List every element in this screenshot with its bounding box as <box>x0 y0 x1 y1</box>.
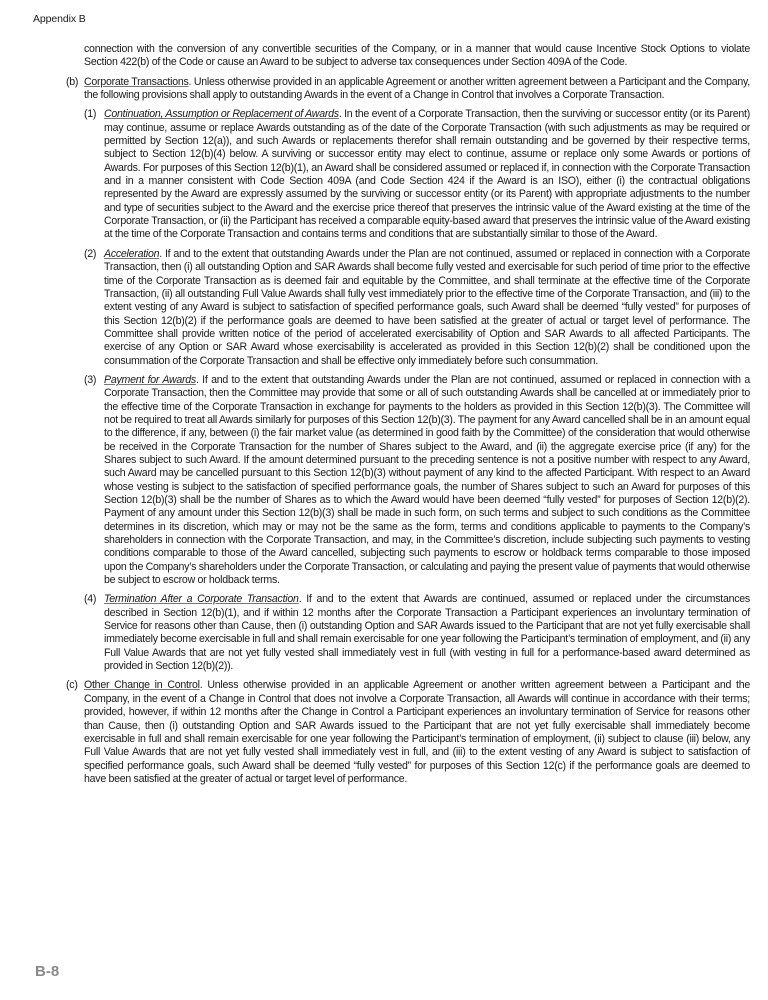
subsection-text: . If and to the extent that outstanding Awards under the Plan are not continued, assumed or replaced in connection with a Corporate Transaction, then (i) all outstanding Option and SAR Awards shall become fully vested and exercisable for such period of time prior to the effective time of the Corporate Transaction as is deemed fair and equitable by the Committee, and shall terminate at the effective time of the Corporate Transaction, (ii) all outstanding Full Value Awards shall fully vest immediately prior to the effective time of the Corporate Transaction, and (iii) to the extent vesting of any Award is subject to satisfaction of specified performance goals, such Award shall be deemed “fully vested” for purposes of this Section 12(b)(2) if the performance goals are deemed to have been satisfied at the greater of actual or target level of performance. The Committee shall provide written notice of the period of accelerated exercisability of Option and SAR Awards to all affected Participants. The exercise of any Option or SAR Award whose exercisability is accelerated as provided in this Section 12(b)(2) shall be conditioned upon the consummation of the Corporate Transaction and shall be effective only immediately before such consummation. <box>104 247 750 367</box>
subsection-1 <box>84 108 750 241</box>
section-label: (b) <box>66 75 79 88</box>
document-body <box>66 43 750 792</box>
section-heading-corporate-transactions: Corporate Transactions <box>84 75 189 88</box>
subsection-heading: Continuation, Assumption or Replacement of Awards <box>104 108 339 121</box>
subsection-heading: Payment for Awards <box>104 373 196 386</box>
section-text: . Unless otherwise provided in an applicable Agreement or another written agreement between a Participant and the Company, in the event of a Change in Control that does not involve a Corporate Transaction, all Awards will continue in accordance with their terms; provided, however, if within 12 months after the Change in Control a Participant experiences an involuntary termination of Service for reasons other than Cause, then (i) outstanding Option and SAR Awards issued to the Participant that are not yet fully exercisable shall immediately become exercisable in full and shall remain exercisable for one year following the Participant’s termination of employment, (ii) subject to clause (iii) below, any Full Value Awards that are not yet fully vested shall immediately vest in full, and (iii) to the extent vesting of any Award is subject to satisfaction of specified performance goals, such Award shall be deemed “fully vested” for purposes of this Section 12(c) if the performance goals are deemed to have been satisfied at the greater of actual or target level of performance. <box>84 679 750 785</box>
subsection-label: (3) <box>84 373 97 386</box>
subsection-label: (4) <box>84 593 97 606</box>
subsection-heading: Termination After a Corporate Transaction <box>104 593 299 606</box>
page-number: B-8 <box>35 963 60 980</box>
subsection-text: . If and to the extent that outstanding Awards under the Plan are not continued, assumed or replaced in connection with a Corporate Transaction, then the Committee may provide that some or all of such outstanding Awards shall be cancelled at or immediately prior to the effective time of the Corporate Transaction in exchange for payments to the holders as provided in this Section 12(b)(3). The Committee will not be required to treat all Awards similarly for purposes of this Section 12(b)(3). The payment for any Award cancelled shall be in an amount equal to the difference, if any, between (i) the fair market value (as determined in good faith by the Committee) of the consideration that would otherwise be received in the Corporate Transaction for the number of Shares subject to the Award, and (ii) the aggregate exercise price (if any) for the Shares subject to such Award. If the amount determined pursuant to the preceding sentence is not a positive number with respect to any Award, such Award may be cancelled pursuant to this Section 12(b)(3) without payment of any kind to the affected Participant. With respect to an Award whose vesting is subject to the satisfaction of specified performance goals, the number of Shares subject to such an Award for purposes of this Section 12(b)(3) shall be the number of Shares as to which the Award would have been deemed “fully vested” for purposes of Section 12(b)(2). Payment of any amount under this Section 12(b)(3) shall be made in such form, on such terms and subject to such conditions as the Committee determines in its discretion, which may or may not be the same as the form, terms and conditions applicable to payments to the Company’s shareholders in connection with the Corporate Transaction, and may, in the Committee’s discretion, include subjecting such payments to vesting conditions comparable to those of the Award cancelled, subjecting such payments to escrow or holdback terms comparable to those imposed upon the Company’s shareholders under the Corporate Transaction, or calculating and paying the present value of payments that would otherwise be subject to escrow or holdback terms. <box>104 373 750 587</box>
page-header: Appendix B <box>33 13 86 25</box>
section-b <box>66 76 750 674</box>
subsection-heading: Acceleration <box>104 247 160 260</box>
subsection-text: . In the event of a Corporate Transaction, then the surviving or successor entity (or its Parent) may continue, assume or replace Awards outstanding as of the date of the Corporate Transaction (with such adjustments as may be required or permitted by Section 12(a)), and such Awards or replacements therefor shall remain outstanding and be governed by their respective terms, subject to Section 12(b)(4) below. A surviving or successor entity may elect to continue, assume or replace only some Awards or portions of Awards. For purposes of this Section 12(b)(1), an Award shall be considered assumed or replaced if, in connection with the Corporate Transaction and in a manner consistent with Code Section 409A (and Code Section 424 if the Award is an ISO), either (i) the contractual obligations represented by the Award are expressly assumed by the surviving or successor entity (or its Parent) with appropriate adjustments to the number and type of securities subject to the Award and the exercise price thereof that preserves the intrinsic value of the Award existing at the time of the Corporate Transaction, or (ii) the Participant has received a comparable equity-based award that preserves the intrinsic value of the Award existing at the time of the Corporate Transaction and contains terms and conditions that are substantially similar to those of the Award. <box>104 108 750 241</box>
section-heading-other-change-in-control: Other Change in Control <box>84 679 200 692</box>
subsection-3 <box>84 374 750 588</box>
section-text: . Unless otherwise provided in an applicable Agreement or another written agreement between a Participant and the Company, the following provisions shall apply to outstanding Awards in the event of a Change in Control that involves a Corporate Transaction. <box>84 75 750 102</box>
subsection-text: . If and to the extent that Awards are continued, assumed or replaced under the circumstances described in Section 12(b)(1), and if within 12 months after the Corporate Transaction a Participant experiences an involuntary termination of Service for reasons other than Cause, then (i) outstanding Option and SAR Awards issued to the Participant that are not yet fully exercisable shall immediately become exercisable in full and shall remain exercisable for one year following the Participant’s termination of employment, and (ii) any Full Value Awards that are not yet fully vested shall immediately vest in full (with vesting in full for a performance-based award determined as provided in Section 12(b)(2)). <box>104 593 750 673</box>
subsection-2 <box>84 248 750 368</box>
subsection-label: (2) <box>84 247 97 260</box>
subsection-label: (1) <box>84 108 97 121</box>
section-c <box>66 679 750 786</box>
continuation-paragraph: connection with the conversion of any convertible securities of the Company, or in a manner that would cause Incentive Stock Options to violate Section 422(b) of the Code or cause an Award to be subject to adverse tax consequences under Section 409A of the Code. <box>84 43 750 69</box>
section-label: (c) <box>66 679 78 692</box>
subsection-4 <box>84 593 750 673</box>
